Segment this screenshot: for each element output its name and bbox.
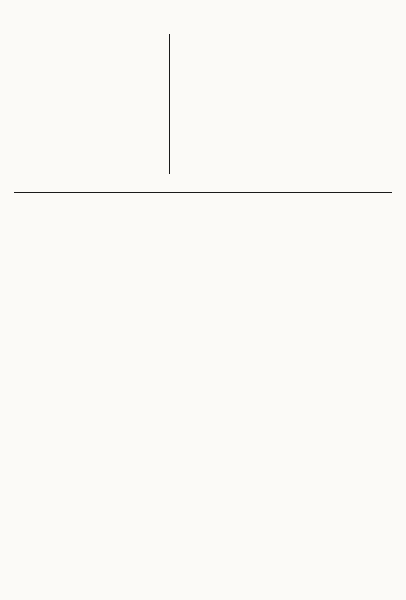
- upper-text-block: [14, 34, 392, 174]
- page-number: [192, 570, 212, 586]
- page-header: [14, 6, 392, 32]
- translation-text-block: [14, 196, 392, 564]
- catchword-row: [14, 176, 392, 190]
- page-footer: [14, 570, 392, 586]
- signature-mark: [252, 570, 332, 586]
- main-text-column: [170, 34, 392, 174]
- running-head: [14, 10, 164, 28]
- chapter-title: [252, 6, 392, 32]
- section-divider: [14, 192, 392, 193]
- catchwords: [292, 176, 392, 190]
- commentary-column: [14, 34, 162, 174]
- column-divider: [169, 34, 170, 174]
